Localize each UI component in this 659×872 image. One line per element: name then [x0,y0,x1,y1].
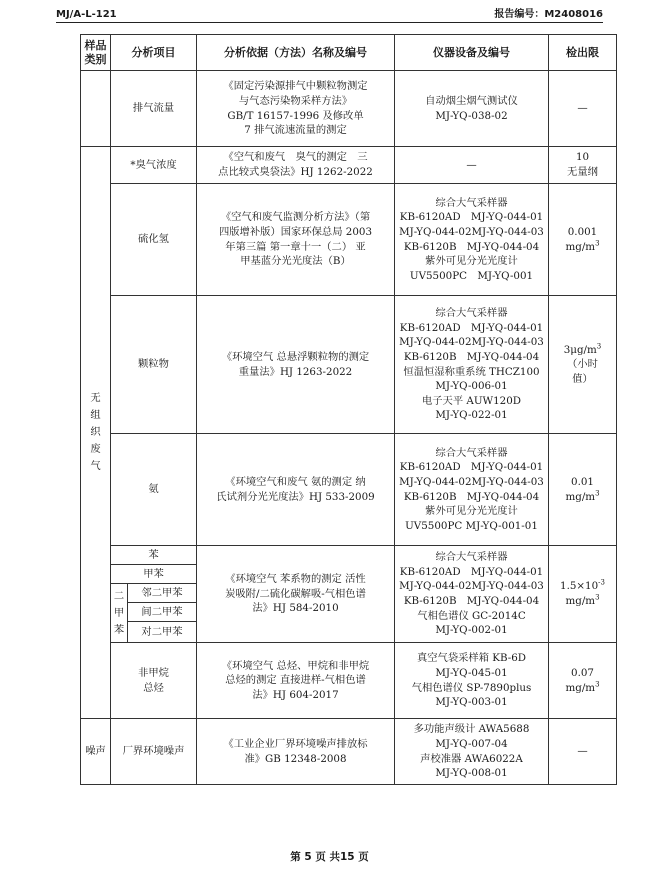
instrument-line: UV5500PC MJ-YQ-001 [409,269,534,282]
instrument-cell: — [395,147,549,184]
method-line: 炭吸附/二硫化碳解吸-气相色谱 [225,587,366,600]
xylene-char: 甲 [113,606,125,619]
method-line: 《环境空气和废气 氨的测定 纳 [225,475,366,488]
item-cell: 厂界环境噪声 [111,719,197,785]
table-row [81,296,617,434]
instrument-line: MJ-YQ-044-02MJ-YQ-044-03 [399,225,544,238]
col-header-limit: 检出限 [549,35,617,71]
limit-unit-sup: 3 [595,239,600,248]
instrument-line: 气相色谱仪 SP-7890plus [411,681,532,694]
instrument-line: 自动烟尘烟气测试仪 [425,94,518,107]
method-cell [197,147,395,184]
item-cell-p-xylene: 对二甲苯 [128,622,197,643]
method-line: 四版增补版）国家环保总局 2003 [218,225,373,238]
instrument-line: MJ-YQ-008-01 [435,767,508,780]
xylene-char: 二 [113,589,125,602]
instrument-line: MJ-YQ-044-02MJ-YQ-044-03 [399,336,544,349]
method-line: 总烃的测定 直接进样-气相色谱 [225,674,366,687]
report-number-label: 报告编号： [494,9,545,20]
instrument-line: 真空气袋采样箱 KB-6D [416,652,527,665]
limit-unit-sup: 3 [595,680,600,689]
method-line: 年第三篇 第一章十一（二） 亚 [225,240,366,253]
instrument-line: MJ-YQ-044-02MJ-YQ-044-03 [399,475,544,488]
instrument-line: MJ-YQ-038-02 [435,109,508,122]
category-cell-noise: 噪声 [81,719,111,785]
limit-cell [549,546,617,643]
instrument-line: KB-6120AD MJ-YQ-044-01 [399,461,544,474]
method-line: 《环境空气 总悬浮颗粒物的测定 [221,350,370,363]
item-cell: 排气流量 [111,71,197,147]
report-number-value: M2408016 [544,9,603,20]
method-line: 《环境空气 总烃、甲烷和非甲烷 [221,659,370,672]
method-line: 准》GB 12348-2008 [244,752,347,765]
instrument-line: 综合大气采样器 [435,446,508,459]
instrument-line: MJ-YQ-044-02MJ-YQ-044-03 [399,580,544,593]
limit-line: （小时 [567,358,598,371]
method-cell [197,643,395,719]
item-cell-benzene: 苯 [111,546,197,565]
method-line: 7 排气流速流量的测定 [244,124,347,137]
limit-unit-text: mg/m [565,240,596,253]
method-cell [197,296,395,434]
table-row [81,546,617,565]
limit-cell [549,434,617,546]
item-cell-xylene-group [111,584,128,643]
method-line: GB/T 16157-1996 及修改单 [227,109,364,122]
method-line: 法》HJ 584-2010 [252,602,339,615]
instrument-line: 综合大气采样器 [435,307,508,320]
instrument-cell [395,434,549,546]
method-cell [197,434,395,546]
limit-unit [551,490,614,505]
item-cell: 氨 [111,434,197,546]
category-cell-unorganized-gas [81,147,111,719]
limit-cell: — [549,71,617,147]
category-char: 无 [90,392,101,404]
page-header [56,6,603,23]
method-line: 法》HJ 604-2017 [252,688,339,701]
category-char: 织 [90,426,101,438]
limit-line: 0.07 [571,666,594,679]
limit-cell: — [549,719,617,785]
col-header-category-line: 样品 [84,38,107,52]
col-header-instrument: 仪器设备及编号 [395,35,549,71]
instrument-line: KB-6120B MJ-YQ-044-04 [403,595,540,607]
limit-unit-text: mg/m [565,490,596,503]
method-cell [197,719,395,785]
instrument-cell [395,71,549,147]
category-char: 废 [90,443,101,455]
instrument-line: MJ-YQ-002-01 [435,624,508,637]
xylene-char: 苯 [113,623,125,636]
table-header-row [81,35,617,71]
table-row [81,643,617,719]
instrument-line: 恒温恒湿称重系统 THCZ100 [403,365,540,378]
method-line: 《空气和废气 臭气的测定 三 [223,151,368,164]
limit-value-sup: 3 [596,342,602,351]
item-cell-toluene: 甲苯 [111,565,197,584]
limit-line: 无量纲 [567,166,598,178]
limit-line: 值） [572,372,593,385]
instrument-line: 声校准器 AWA6022A [420,752,523,765]
limit-line: 10 [575,151,590,164]
limit-unit [551,594,614,609]
instrument-line: 综合大气采样器 [435,551,508,564]
instrument-line: MJ-YQ-022-01 [435,409,508,422]
instrument-line: KB-6120B MJ-YQ-044-04 [403,490,540,503]
instrument-cell [395,719,549,785]
instrument-line: 紫外可见分光光度计 [425,255,518,268]
table-row [81,184,617,296]
method-line: 重量法》HJ 1263-2022 [238,365,353,378]
report-number [494,5,603,20]
instrument-cell [395,546,549,643]
method-line: 《工业企业厂界环境噪声排放标 [223,737,368,750]
instrument-line: MJ-YQ-007-04 [435,737,508,750]
instrument-line: KB-6120B MJ-YQ-044-04 [403,350,540,363]
item-cell: 颗粒物 [111,296,197,434]
limit-value [551,579,614,594]
col-header-category [81,35,111,71]
method-cell [197,184,395,296]
col-header-category-line: 类别 [84,52,107,66]
limit-cell [549,296,617,434]
instrument-line: 多功能声级计 AWA5688 [413,723,530,736]
instrument-line: 综合大气采样器 [435,196,508,209]
col-header-method: 分析依据（方法）名称及编号 [197,35,395,71]
table-row [81,434,617,546]
instrument-line: KB-6120AD MJ-YQ-044-01 [399,321,544,334]
item-cell: *臭气浓度 [111,147,197,184]
category-char: 组 [90,409,101,421]
limit-value [551,343,614,358]
method-line: 《空气和废气监测分析方法》（第 [220,211,371,224]
item-cell: 硫化氢 [111,184,197,296]
item-cell [111,643,197,719]
method-line: 氏试剂分光光度法》HJ 533-2009 [216,490,375,503]
instrument-cell [395,184,549,296]
limit-line: 0.001 [567,225,598,238]
instrument-line: KB-6120AD MJ-YQ-044-01 [399,565,544,578]
instrument-line: MJ-YQ-003-01 [435,696,508,709]
method-cell [197,546,395,643]
category-char: 气 [90,460,101,472]
limit-cell [549,184,617,296]
limit-cell [549,147,617,184]
instrument-cell [395,643,549,719]
instrument-line: UV5500PC MJ-YQ-001-01 [405,519,538,532]
limit-unit-text: mg/m [565,681,596,694]
instrument-line: KB-6120B MJ-YQ-044-04 [403,240,540,253]
method-cell [197,71,395,147]
method-line: 甲基蓝分光光度法（B） [240,255,351,268]
item-line: 总烃 [143,681,164,694]
instrument-line: 紫外可见分光光度计 [425,505,518,518]
method-line: 与气态污染物采样方法》 [238,94,353,107]
limit-cell [549,643,617,719]
page-footer: 第 5 页 共15 页 [290,851,369,863]
limit-value-text: 3μg/m [563,343,597,356]
doc-code: MJ/A-L-121 [56,9,117,20]
method-line: 《固定污染源排气中颗粒物测定 [223,80,368,93]
limit-unit-text: mg/m [565,595,596,607]
instrument-line: 电子天平 AUW120D [421,394,522,407]
instrument-cell [395,296,549,434]
method-line: 点比较式臭袋法》HJ 1262-2022 [218,166,373,178]
limit-value-text: 1.5×10 [560,580,599,593]
table-row [81,719,617,785]
instrument-line: KB-6120AD MJ-YQ-044-01 [399,211,544,224]
limit-line: 0.01 [571,475,594,488]
item-cell-o-xylene: 邻二甲苯 [128,584,197,603]
instrument-line: MJ-YQ-006-01 [435,380,508,393]
instrument-line: 气相色谱仪 GC-2014C [417,609,526,622]
instrument-line: MJ-YQ-045-01 [435,666,508,679]
limit-unit-sup: 3 [595,593,600,602]
table-row [81,71,617,147]
item-line: 非甲烷 [138,666,169,679]
limit-unit [551,240,614,255]
col-header-item: 分析项目 [111,35,197,71]
category-cell-empty [81,71,111,147]
limit-unit-sup: 3 [595,489,600,498]
limit-value-sup: -3 [598,578,605,587]
item-cell-m-xylene: 间二甲苯 [128,603,197,622]
analysis-method-table [80,34,617,785]
method-line: 《环境空气 苯系物的测定 活性 [225,573,366,586]
limit-unit [551,681,614,696]
table-row [81,147,617,184]
